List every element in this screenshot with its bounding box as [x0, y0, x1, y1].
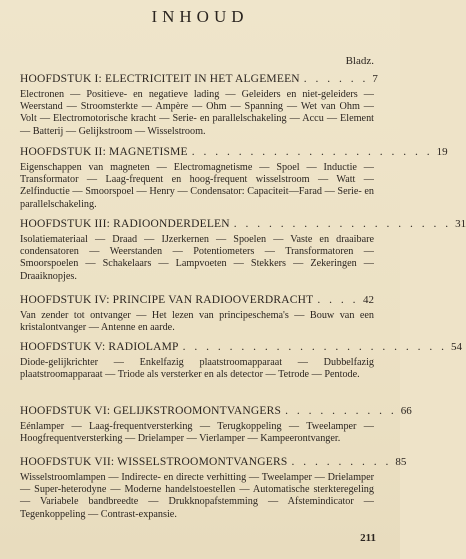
chapter-title: HOOFDSTUK VII: WISSELSTROOMONTVANGERS — [20, 456, 288, 468]
chapter-title: HOOFDSTUK III: RADIOONDERDELEN — [20, 218, 230, 230]
chapter-page-number: 7 — [372, 73, 378, 85]
chapter-page-number: 31 — [455, 218, 466, 230]
chapter-topics: Electronen — Positieve- en negatieve lading — Geleiders en niet-geleiders — Weerstand — Stroomsterkte — Ampère — Ohm — Spanning — Wet van Ohm — Volt — Electromotorische kracht — Serie- en parallelschakeling — Accu — Element — Batterij — Gelijkstroom — Wisselstroom. — [20, 89, 374, 137]
chapter-topics: Van zender tot ontvanger — Het lezen van principeschema's — Bouw van een kristalontvanger — Antenne en aarde. — [20, 310, 374, 334]
chapter-title: HOOFDSTUK VI: GELIJKSTROOMONTVANGERS — [20, 405, 282, 417]
chapter-2 — [20, 145, 448, 211]
chapter-topics: Eénlamper — Laag-frequentversterking — Terugkoppeling — Tweelamper — Hoogfrequentversterking — Drielamper — Vierlamper — Kampeerontvanger. — [20, 421, 374, 445]
chapter-4 — [20, 293, 374, 334]
leader-dots: . . . . . . — [303, 73, 369, 85]
chapter-1 — [20, 72, 378, 138]
chapter-topics: Wisselstroomlampen — Indirecte- en directe verhitting — Tweelamper — Drielamper — Super-heterodyne — Moderne handelstoestellen — Automatische sterkteregeling — Variabele bandbreedte — Drukknopafstemming — Afstemindicator — Tegenkoppeling — Contrast-expansie. — [20, 472, 374, 520]
chapter-page-number: 19 — [436, 146, 448, 158]
chapter-page-number: 54 — [450, 341, 462, 353]
leader-dots: . . . . . . . . . — [291, 456, 392, 468]
chapter-page-number: 66 — [400, 405, 412, 417]
leader-dots: . . . . . . . . . . . . . . . . . . . — [233, 218, 452, 230]
chapter-topics: Eigenschappen van magneten — Electromagnetisme — Spoel — Inductie — Transformator — Laag-frequent en hoog-frequent wisselstroom — Watt — Zelfinductie — Smoorspoel — Henry — Condensator: Capaciteit—Farad — Serie- en parallelschakeling. — [20, 162, 374, 210]
leader-dots: . . . . . . . . . . . . . . . . . . . . . — [191, 146, 433, 158]
chapter-heading — [20, 455, 407, 469]
chapter-heading — [20, 293, 374, 307]
chapter-title: HOOFDSTUK II: MAGNETISME — [20, 146, 188, 158]
chapter-topics: Diode-gelijkrichter — Enkelfazig plaatstroomapparaat — Dubbelfazig plaatstroomapparaat — Triode als versterker en als detector — Tetrode — Pentode. — [20, 357, 374, 381]
page-column-label: Bladz. — [345, 55, 374, 67]
chapter-6 — [20, 404, 412, 445]
page-title: INHOUD — [151, 7, 249, 26]
chapter-heading — [20, 72, 378, 86]
chapter-title: HOOFDSTUK I: ELECTRICITEIT IN HET ALGEMEEN — [20, 73, 300, 85]
chapter-heading — [20, 340, 462, 354]
chapter-title: HOOFDSTUK IV: PRINCIPE VAN RADIOOVERDRACHT — [20, 294, 314, 306]
chapter-heading — [20, 217, 466, 231]
chapter-page-number: 42 — [363, 294, 374, 306]
leader-dots: . . . . . . . . . . — [285, 405, 397, 417]
page-number: 211 — [360, 532, 376, 544]
chapter-title: HOOFDSTUK V: RADIOLAMP — [20, 341, 179, 353]
leader-dots: . . . . — [317, 294, 359, 306]
chapter-topics: Isolatiemateriaal — Draad — IJzerkernen — Spoelen — Vaste en draaibare condensatoren — Weerstanden — Potentiometers — Transformatoren — Smoorspoelen — Schakelaars — Lampvoeten — Stekkers — Zekeringen — Draaiknopjes. — [20, 234, 374, 282]
chapter-7 — [20, 455, 407, 521]
chapter-5 — [20, 340, 462, 381]
chapter-heading — [20, 145, 448, 159]
chapter-3 — [20, 217, 466, 283]
chapter-heading — [20, 404, 412, 418]
leader-dots: . . . . . . . . . . . . . . . . . . . . . . . — [182, 341, 447, 353]
chapter-page-number: 85 — [395, 456, 407, 468]
